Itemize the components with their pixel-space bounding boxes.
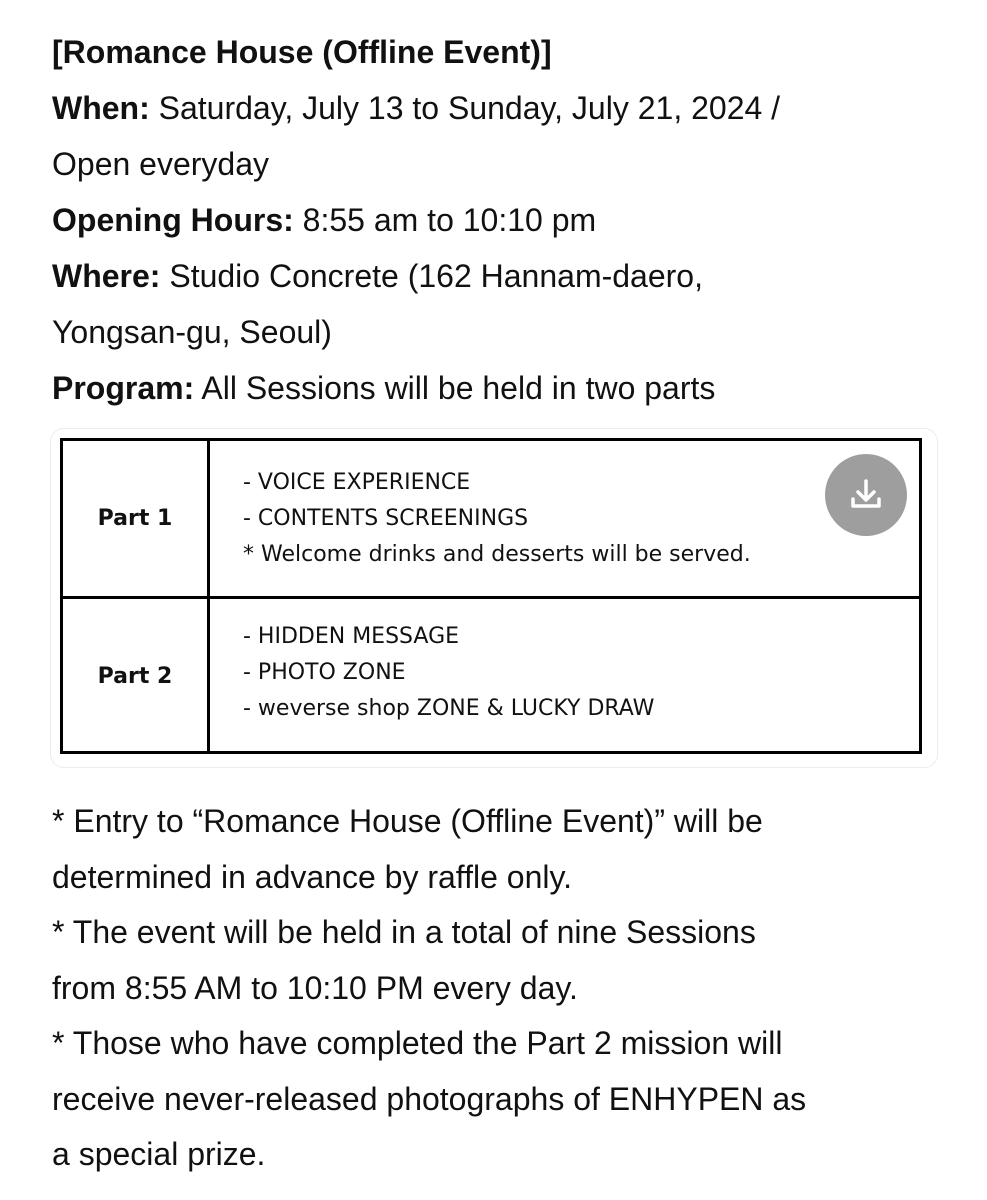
table-row <box>63 599 919 754</box>
part-label: Part 2 <box>97 664 173 689</box>
download-icon <box>846 475 886 515</box>
program-line <box>52 360 952 416</box>
where-value-continued: Yongsan-gu, Seoul) <box>52 314 332 350</box>
hours-label: Opening Hours: <box>52 202 294 238</box>
when-label: When: <box>52 90 150 126</box>
download-button[interactable] <box>825 454 907 536</box>
part-items <box>243 465 751 573</box>
where-line <box>52 248 952 304</box>
program-label: Program: <box>52 370 195 406</box>
hours-value: 8:55 am to 10:10 pm <box>293 202 597 238</box>
when-value-continued: Open everyday <box>52 146 270 182</box>
page-title: [Romance House (Offline Event)] <box>52 34 552 70</box>
hours-line <box>52 192 952 248</box>
list-item: - PHOTO ZONE <box>243 660 406 685</box>
when-line <box>52 80 952 136</box>
event-details <box>52 24 952 416</box>
note-line: * The event will be held in a total of nine Sessions <box>52 914 756 950</box>
list-item: - HIDDEN MESSAGE <box>243 624 460 649</box>
where-label: Where: <box>52 258 161 294</box>
note-line: * Entry to “Romance House (Offline Event)” will be <box>52 803 763 839</box>
note-line: receive never-released photographs of ENHYPEN as <box>52 1080 807 1117</box>
part-items <box>243 619 654 727</box>
table-row <box>63 441 919 596</box>
part-label: Part 1 <box>97 506 173 531</box>
note-line: from 8:55 AM to 10:10 PM every day. <box>52 969 578 1006</box>
schedule-table <box>60 438 922 754</box>
note-line: * Those who have completed the Part 2 mission will <box>52 1025 783 1061</box>
list-item: - CONTENTS SCREENINGS <box>243 506 529 531</box>
list-item: * Welcome drinks and desserts will be served. <box>243 542 751 567</box>
event-notes <box>52 794 952 1183</box>
program-value: All Sessions will be held in two parts <box>194 370 716 406</box>
note-line: a special prize. <box>52 1136 266 1172</box>
note-line: determined in advance by raffle only. <box>52 858 573 895</box>
when-value: Saturday, July 13 to Sunday, July 21, 2024 / <box>149 90 781 126</box>
list-item: - weverse shop ZONE & LUCKY DRAW <box>243 696 655 721</box>
list-item: - VOICE EXPERIENCE <box>243 470 471 495</box>
where-value: Studio Concrete (162 Hannam-daero, <box>160 258 703 294</box>
